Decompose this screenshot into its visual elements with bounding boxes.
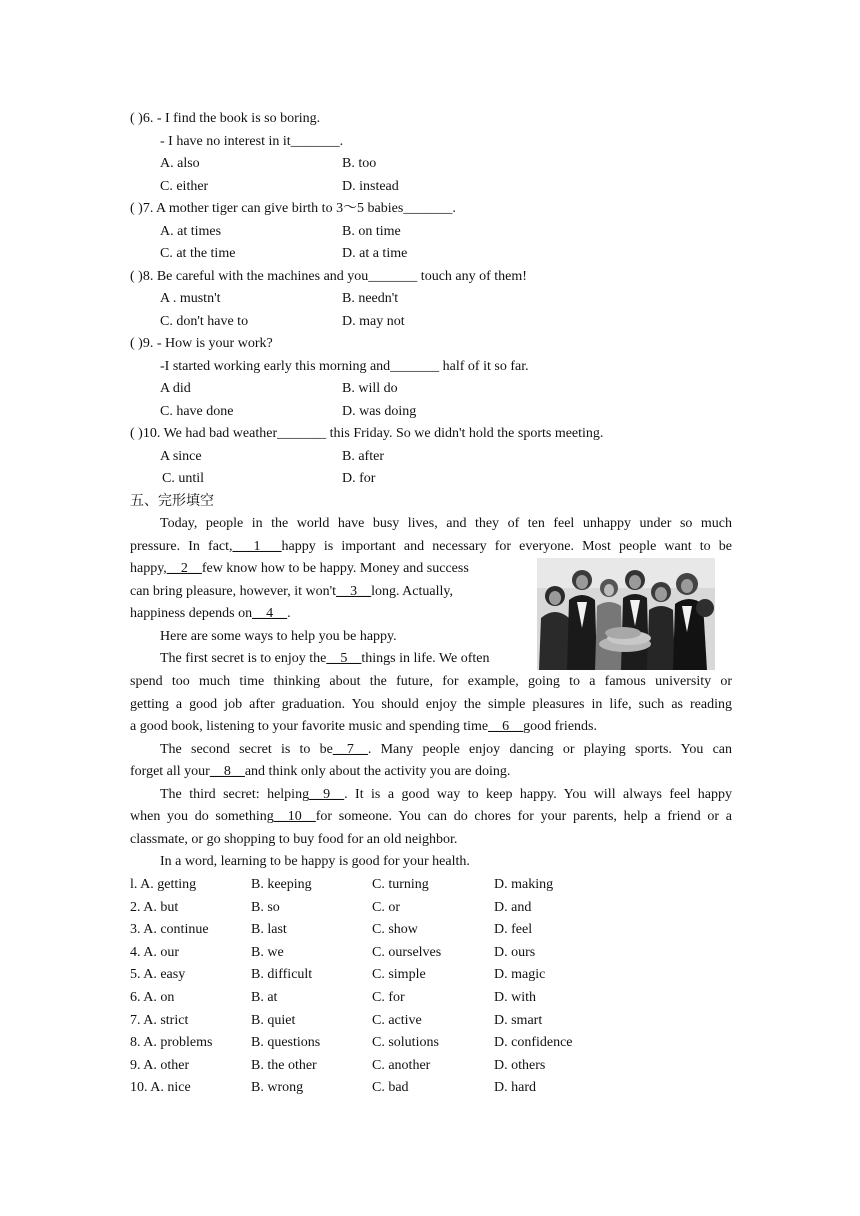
- question-6: ( )6. - I find the book is so boring.: [130, 111, 321, 126]
- passage-p3-line1: The first secret is to enjoy the__5__things in life. We often: [160, 651, 490, 666]
- q6-option-b: B. too: [342, 156, 377, 171]
- passage-p1-line5: happiness depends on__4__.: [130, 606, 291, 621]
- cloze-option-1-b: B. keeping: [251, 877, 312, 892]
- cloze-option-6-c: C. for: [372, 990, 405, 1005]
- blank-3[interactable]: __3__: [336, 584, 372, 599]
- blank-2[interactable]: __2__: [166, 561, 202, 576]
- cloze-option-4-d: D. ours: [494, 944, 536, 960]
- cloze-option-10-c: C. bad: [372, 1080, 409, 1096]
- q6-option-a: A. also: [160, 156, 200, 171]
- passage-p3-line3: getting a good job after graduation. You should enjoy the simple pleasures in life, such as reading: [130, 697, 732, 712]
- blank-1[interactable]: ___1___: [232, 539, 282, 554]
- passage-p3-line4: a good book, listening to your favorite music and spending time__6__good friends.: [130, 719, 597, 734]
- cloze-option-4-a: 4. A. our: [130, 944, 179, 960]
- passage-p4-line1: The second secret is to be__7__. Many people enjoy dancing or playing sports. You can: [160, 742, 732, 757]
- cloze-option-10-b: B. wrong: [251, 1080, 304, 1096]
- cloze-option-9-b: B. the other: [251, 1057, 317, 1073]
- question-7: ( )7. A mother tiger can give birth to 3～5 babies_______.: [130, 201, 456, 216]
- cloze-option-6-a: 6. A. on: [130, 990, 175, 1005]
- q8-option-c: C. don't have to: [160, 314, 249, 329]
- blank-8[interactable]: __8__: [209, 764, 245, 779]
- passage-p5-line2: when you do something__10__for someone. You can do chores for your parents, help a friend or a: [130, 809, 733, 824]
- cloze-option-6-d: D. with: [494, 990, 536, 1005]
- blank-9[interactable]: __9__: [309, 787, 345, 802]
- q7-option-d: D. at a time: [342, 246, 408, 261]
- passage-p5-line3: classmate, or go shopping to buy food for an old neighbor.: [130, 832, 458, 847]
- cloze-option-3-a: 3. A. continue: [130, 922, 209, 938]
- cloze-option-8-a: 8. A. problems: [130, 1035, 213, 1051]
- question-9: ( )9. - How is your work?: [130, 336, 273, 351]
- cloze-option-7-b: B. quiet: [251, 1012, 296, 1028]
- passage-p1-line4: can bring pleasure, however, it won't__3__long. Actually,: [130, 584, 453, 599]
- passage-p1-line1: Today, people in the world have busy lives, and they of ten feel unhappy under so much: [160, 516, 732, 531]
- q10-option-b: B. after: [342, 449, 384, 464]
- cloze-option-1-c: C. turning: [372, 877, 429, 892]
- q7-option-c: C. at the time: [160, 246, 236, 261]
- cloze-option-2-b: B. so: [251, 899, 280, 915]
- section-heading: 五、完形填空: [130, 493, 214, 509]
- q8-option-b: B. needn't: [342, 291, 399, 306]
- q8-option-a: A . mustn't: [160, 291, 221, 306]
- q10-option-a: A since: [160, 449, 202, 464]
- cloze-option-9-a: 9. A. other: [130, 1057, 190, 1073]
- question-8: ( )8. Be careful with the machines and you_______ touch any of them!: [130, 269, 527, 284]
- cloze-option-1-d: D. making: [494, 877, 554, 892]
- cloze-option-1-a: l. A. getting: [130, 877, 197, 892]
- cloze-option-8-c: C. solutions: [372, 1035, 439, 1051]
- blank-4[interactable]: __4__: [252, 606, 288, 621]
- passage-p3-line2: spend too much time thinking about the future, for example, going to a famous university or: [130, 674, 732, 689]
- question-6-dialogue: - I have no interest in it_______.: [160, 134, 344, 149]
- question-10: ( )10. We had bad weather_______ this Friday. So we didn't hold the sports meeting.: [130, 426, 604, 441]
- question-9-dialogue: -I started working early this morning and_______ half of it so far.: [160, 359, 529, 374]
- cloze-option-5-d: D. magic: [494, 967, 546, 983]
- passage-p1-line3: happy,__2__few know how to be happy. Money and success: [130, 561, 469, 576]
- blank-5[interactable]: __5__: [326, 651, 362, 666]
- q7-option-b: B. on time: [342, 224, 401, 239]
- passage-p5-line1: The third secret: helping__9__. It is a good way to keep happy. You will always feel happy: [160, 787, 732, 802]
- passage-p1-line2: pressure. In fact,___1___happy is important and necessary for everyone. Most people want to be: [130, 539, 732, 554]
- cloze-option-10-a: 10. A. nice: [130, 1080, 191, 1096]
- cloze-option-2-a: 2. A. but: [130, 899, 179, 915]
- cloze-option-7-d: D. smart: [494, 1012, 543, 1028]
- passage-p4-line2: forget all your__8__and think only about the activity you are doing.: [130, 764, 511, 779]
- q9-option-c: C. have done: [160, 404, 234, 419]
- cloze-option-5-b: B. difficult: [251, 967, 313, 983]
- cloze-option-3-c: C. show: [372, 922, 418, 938]
- passage-p2: Here are some ways to help you be happy.: [160, 629, 397, 644]
- cloze-option-9-d: D. others: [494, 1057, 546, 1073]
- q9-option-b: B. will do: [342, 381, 398, 396]
- q6-option-c: C. either: [160, 179, 209, 194]
- cloze-option-3-d: D. feel: [494, 922, 533, 938]
- q9-option-d: D. was doing: [342, 404, 417, 419]
- q10-option-d: D. for: [342, 471, 376, 486]
- q8-option-d: D. may not: [342, 314, 405, 329]
- cloze-option-2-c: C. or: [372, 899, 400, 915]
- q6-option-d: D. instead: [342, 179, 399, 194]
- cloze-option-3-b: B. last: [251, 922, 287, 938]
- team-photo: [537, 558, 715, 670]
- cloze-option-8-d: D. confidence: [494, 1035, 573, 1051]
- cloze-option-4-b: B. we: [251, 944, 284, 960]
- blank-6[interactable]: __6__: [488, 719, 524, 734]
- passage-p6: In a word, learning to be happy is good for your health.: [160, 854, 470, 869]
- q9-option-a: A did: [160, 381, 191, 396]
- cloze-option-8-b: B. questions: [251, 1035, 321, 1051]
- cloze-option-5-a: 5. A. easy: [130, 967, 186, 983]
- cloze-option-7-a: 7. A. strict: [130, 1012, 189, 1028]
- q10-option-c: C. until: [162, 471, 205, 486]
- blank-7[interactable]: __7__: [332, 742, 368, 757]
- cloze-option-6-b: B. at: [251, 990, 278, 1005]
- q7-option-a: A. at times: [160, 224, 222, 239]
- blank-10[interactable]: __10__: [273, 809, 316, 824]
- cloze-option-4-c: C. ourselves: [372, 944, 442, 960]
- cloze-option-5-c: C. simple: [372, 967, 426, 983]
- cloze-option-9-c: C. another: [372, 1057, 431, 1073]
- cloze-option-7-c: C. active: [372, 1012, 422, 1028]
- cloze-option-10-d: D. hard: [494, 1080, 536, 1096]
- cloze-option-2-d: D. and: [494, 899, 532, 915]
